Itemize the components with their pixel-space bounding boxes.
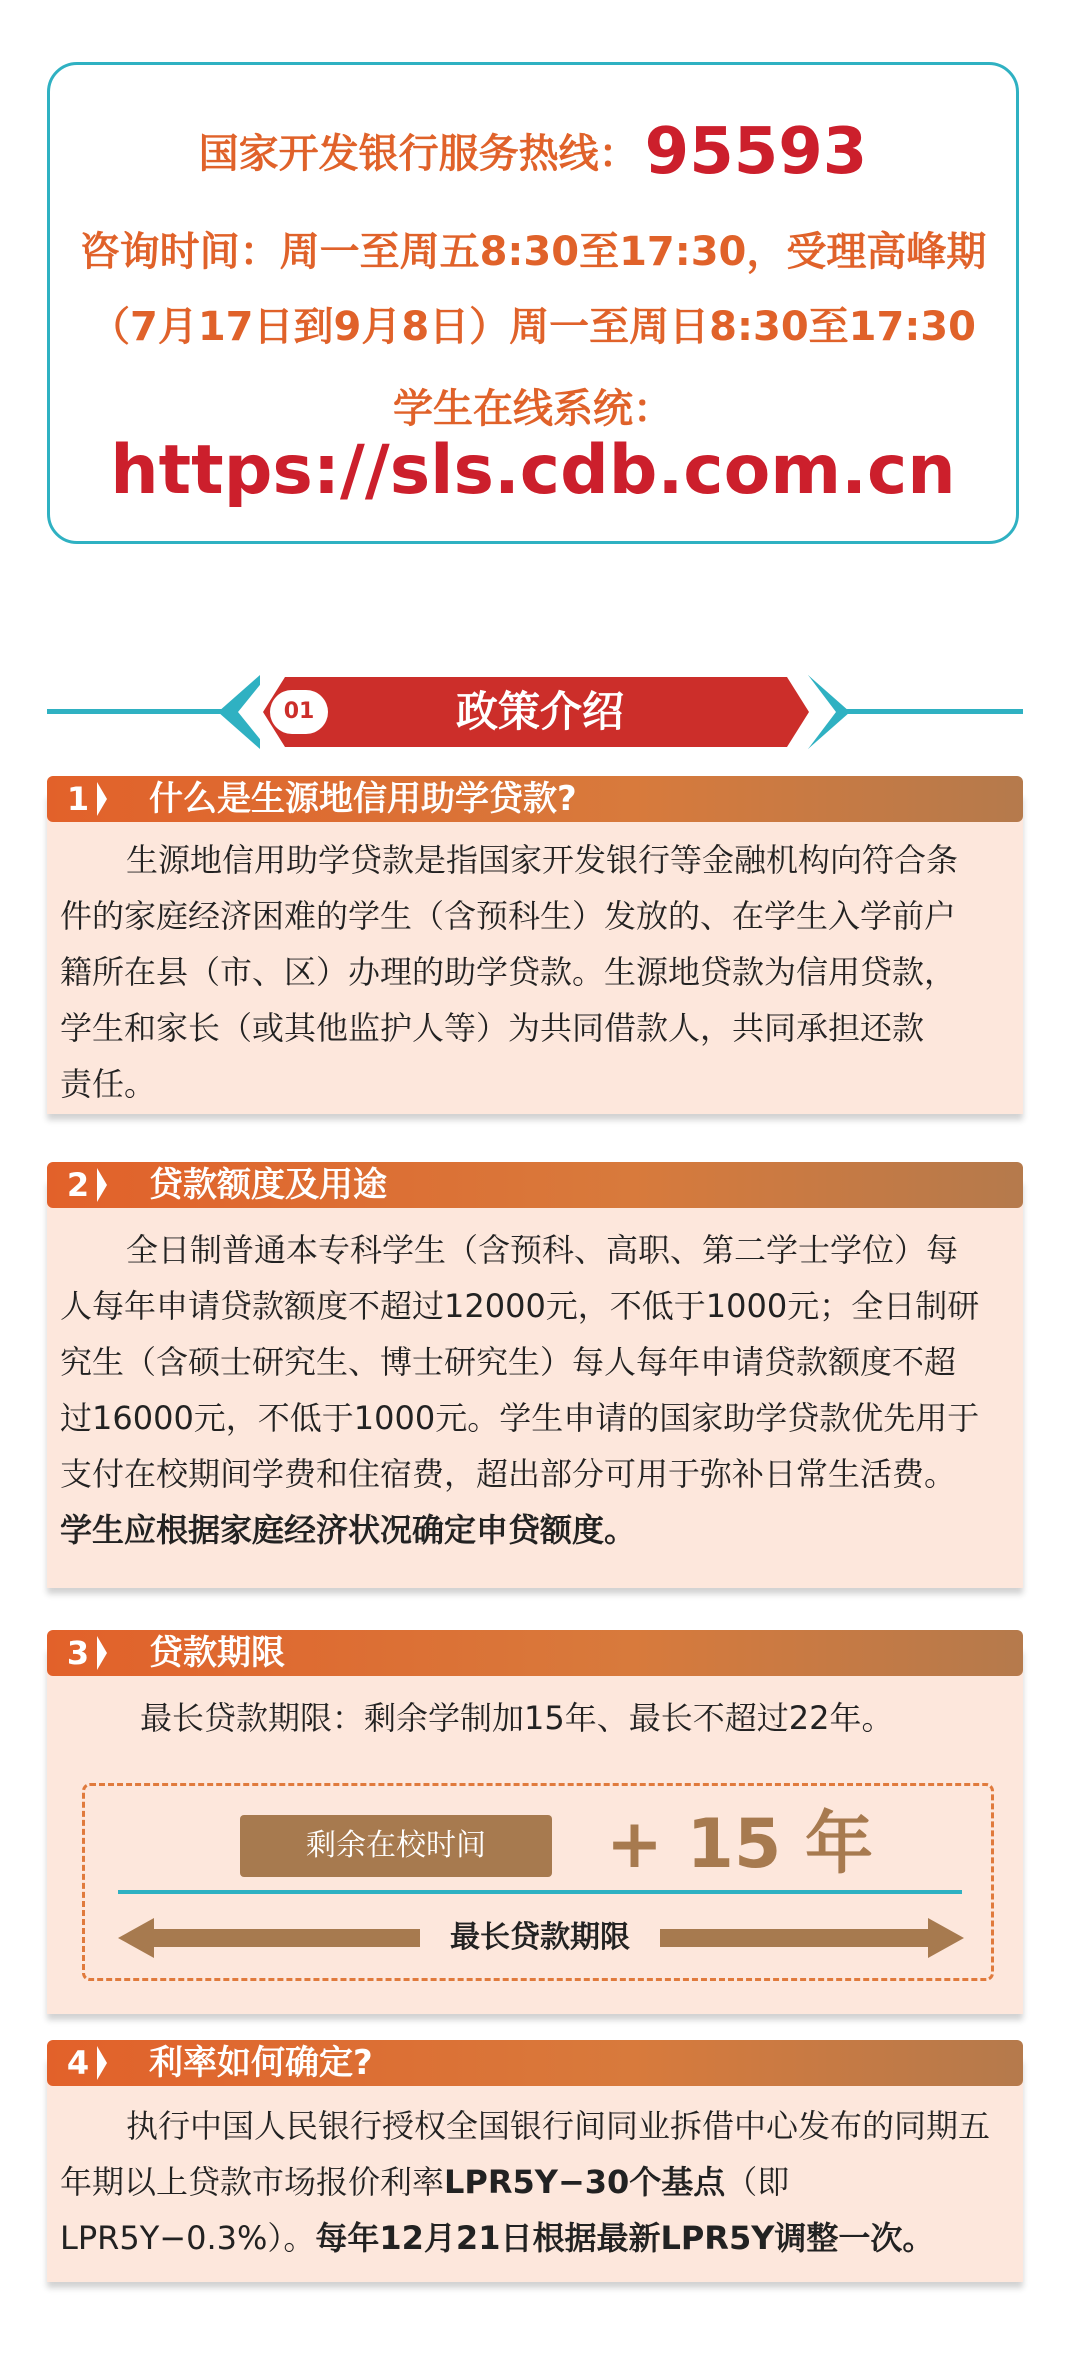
plus-15-years: + 15 年 (606, 1805, 873, 1884)
paragraph-line: 究生（含硕士研究生、博士研究生）每人每年申请贷款额度不超 (60, 1343, 957, 1381)
banner-title: 政策介绍 (455, 687, 624, 736)
remaining-study-time: 剩余在校时间 (240, 1815, 552, 1877)
arrow-right-icon (928, 1918, 964, 1958)
section-title: 利率如何确定? (149, 2043, 373, 2083)
section-1-body (60, 832, 1020, 1112)
section-title: 贷款期限 (149, 1633, 285, 1673)
diagram-divider (118, 1890, 962, 1894)
section-2-header (47, 1162, 1023, 1208)
section-number: 3 (47, 1630, 109, 1676)
adjustment-note: 每年12月21日根据最新LPR5Y调整一次。 (315, 2219, 935, 2257)
paragraph-line (60, 832, 1020, 888)
chevron-right-inner (808, 675, 836, 749)
line-text: 执行中国人民银行授权全国银行间同业拆借中心发布的同期五 (126, 2107, 991, 2145)
banner-divider-right (830, 709, 1023, 714)
online-system-label: 学生在线系统： (393, 386, 673, 432)
hotline-number[interactable]: 95593 (644, 115, 868, 189)
service-hours-line1: 咨询时间：周一至周五8:30至17:30，受理高峰期 (79, 229, 987, 275)
online-system-url[interactable]: https://sls.cdb.com.cn (110, 431, 956, 510)
arrow-left-icon (118, 1918, 154, 1958)
paragraph-line (60, 2210, 1020, 2266)
hotline-row (50, 115, 1016, 189)
paragraph-line: 件的家庭经济困难的学生（含预科生）发放的、在学生入学前户 (60, 897, 957, 935)
paragraph-line: 责任。 (60, 1065, 157, 1103)
section-4-body (60, 2098, 1020, 2266)
section-2-body (60, 1222, 1020, 1558)
paragraph-line (60, 2098, 1020, 2154)
section-title: 贷款额度及用途 (149, 1165, 387, 1205)
section-title: 什么是生源地信用助学贷款? (149, 779, 577, 819)
line-text: LPR5Y−0.3%）。 (60, 2219, 316, 2257)
paragraph-line (60, 1222, 1020, 1278)
max-loan-term-label: 最长贷款期限 (450, 1920, 630, 1955)
service-hours-line2: （7月17日到9月8日）周一至周日8:30至17:30 (90, 304, 976, 350)
section-1-header (47, 776, 1023, 822)
paragraph-line: 支付在校期间学费和住宿费，超出部分可用于弥补日常生活费。 (60, 1455, 957, 1493)
paragraph-line: 籍所在县（市、区）办理的助学贷款。生源地贷款为信用贷款， (60, 953, 957, 991)
bold-note: 学生应根据家庭经济状况确定申贷额度。 (60, 1511, 637, 1549)
banner-badge: 01 (270, 690, 328, 734)
arrow-shaft-left (152, 1929, 420, 1947)
hotline-box (47, 62, 1019, 544)
paragraph-line (60, 2154, 1020, 2210)
paragraph-line: 学生和家长（或其他监护人等）为共同借款人，共同承担还款 (60, 1009, 925, 1047)
hotline-label: 国家开发银行服务热线： (198, 131, 639, 177)
paragraph-line: 过16000元，不低于1000元。学生申请的国家助学贷款优先用于 (60, 1399, 980, 1437)
loan-term-text: 最长贷款期限：剩余学制加15年、最长不超过22年。 (140, 1699, 894, 1737)
line-text: （即 (725, 2163, 790, 2201)
section-number: 1 (47, 776, 109, 822)
lpr-spread: LPR5Y−30个基点 (444, 2163, 726, 2201)
section-number: 2 (47, 1162, 109, 1208)
arrow-shaft-right (660, 1929, 930, 1947)
section-number: 4 (47, 2040, 109, 2086)
section-3-header (47, 1630, 1023, 1676)
paragraph-line: 人每年申请贷款额度不超过12000元，不低于1000元；全日制研 (60, 1287, 980, 1325)
section-4-header (47, 2040, 1023, 2086)
banner-divider-left (47, 709, 247, 714)
line-text: 生源地信用助学贷款是指国家开发银行等金融机构向符合条 (126, 841, 959, 879)
line-text: 全日制普通本专科学生（含预科、高职、第二学士学位）每 (126, 1231, 959, 1269)
line-text: 年期以上贷款市场报价利率 (60, 2163, 445, 2201)
